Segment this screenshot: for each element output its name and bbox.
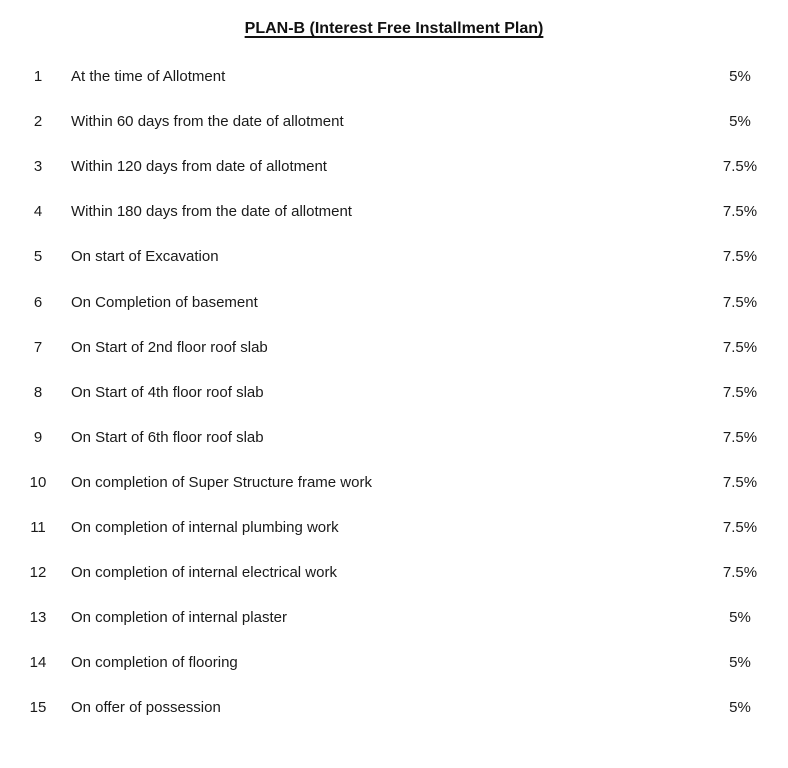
row-number: 10 [29, 473, 47, 491]
table-row [0, 99, 788, 144]
row-percentage: 7.5% [722, 564, 758, 582]
row-percentage: 7.5% [722, 158, 758, 176]
row-description: On completion of internal electrical work [71, 564, 337, 582]
table-row [0, 685, 788, 730]
row-number: 1 [33, 68, 43, 86]
table-row [0, 370, 788, 415]
row-percentage: 7.5% [722, 428, 758, 446]
table-row [0, 189, 788, 234]
row-percentage: 5% [729, 113, 751, 131]
row-percentage: 7.5% [722, 383, 758, 401]
row-number: 12 [29, 564, 47, 582]
row-number: 6 [33, 293, 43, 311]
row-number: 2 [33, 113, 43, 131]
row-description: On completion of internal plaster [71, 609, 287, 627]
table-row [0, 415, 788, 460]
table-row [0, 325, 788, 370]
table-row [0, 144, 788, 189]
row-percentage: 5% [729, 68, 751, 86]
row-number: 5 [33, 248, 43, 266]
row-percentage: 7.5% [722, 248, 758, 266]
row-number: 14 [29, 654, 47, 672]
table-row [0, 54, 788, 99]
row-description: Within 60 days from the date of allotment [71, 113, 344, 131]
table-row [0, 460, 788, 505]
row-percentage: 7.5% [722, 293, 758, 311]
row-description: On Completion of basement [71, 293, 258, 311]
row-number: 11 [30, 518, 46, 536]
row-description: On completion of internal plumbing work [71, 518, 339, 536]
table-row [0, 595, 788, 640]
row-description: Within 120 days from date of allotment [71, 158, 327, 176]
row-description: On completion of Super Structure frame work [71, 473, 372, 491]
document-header [0, 0, 788, 38]
row-percentage: 5% [729, 699, 751, 717]
row-percentage: 7.5% [722, 338, 758, 356]
row-number: 13 [29, 609, 47, 627]
row-description: On start of Excavation [71, 248, 219, 266]
installment-table [0, 54, 788, 730]
row-description: On Start of 2nd floor roof slab [71, 338, 268, 356]
row-description: On Start of 6th floor roof slab [71, 428, 264, 446]
row-percentage: 7.5% [722, 518, 758, 536]
table-row [0, 640, 788, 685]
row-description: Within 180 days from the date of allotment [71, 203, 352, 221]
table-row [0, 550, 788, 595]
row-percentage: 5% [729, 654, 751, 672]
row-percentage: 7.5% [722, 473, 758, 491]
row-percentage: 5% [729, 609, 751, 627]
row-number: 15 [29, 699, 47, 717]
row-number: 3 [33, 158, 43, 176]
row-description: On completion of flooring [71, 654, 238, 672]
table-row [0, 505, 788, 550]
row-number: 7 [33, 338, 43, 356]
table-row [0, 234, 788, 279]
row-description: On Start of 4th floor roof slab [71, 383, 264, 401]
page-title: PLAN-B (Interest Free Installment Plan) [244, 20, 544, 37]
row-number: 8 [33, 383, 43, 401]
row-description: On offer of possession [71, 699, 221, 717]
row-number: 9 [33, 428, 43, 446]
table-row [0, 279, 788, 324]
row-description: At the time of Allotment [71, 68, 226, 86]
row-percentage: 7.5% [722, 203, 758, 221]
row-number: 4 [33, 203, 43, 221]
